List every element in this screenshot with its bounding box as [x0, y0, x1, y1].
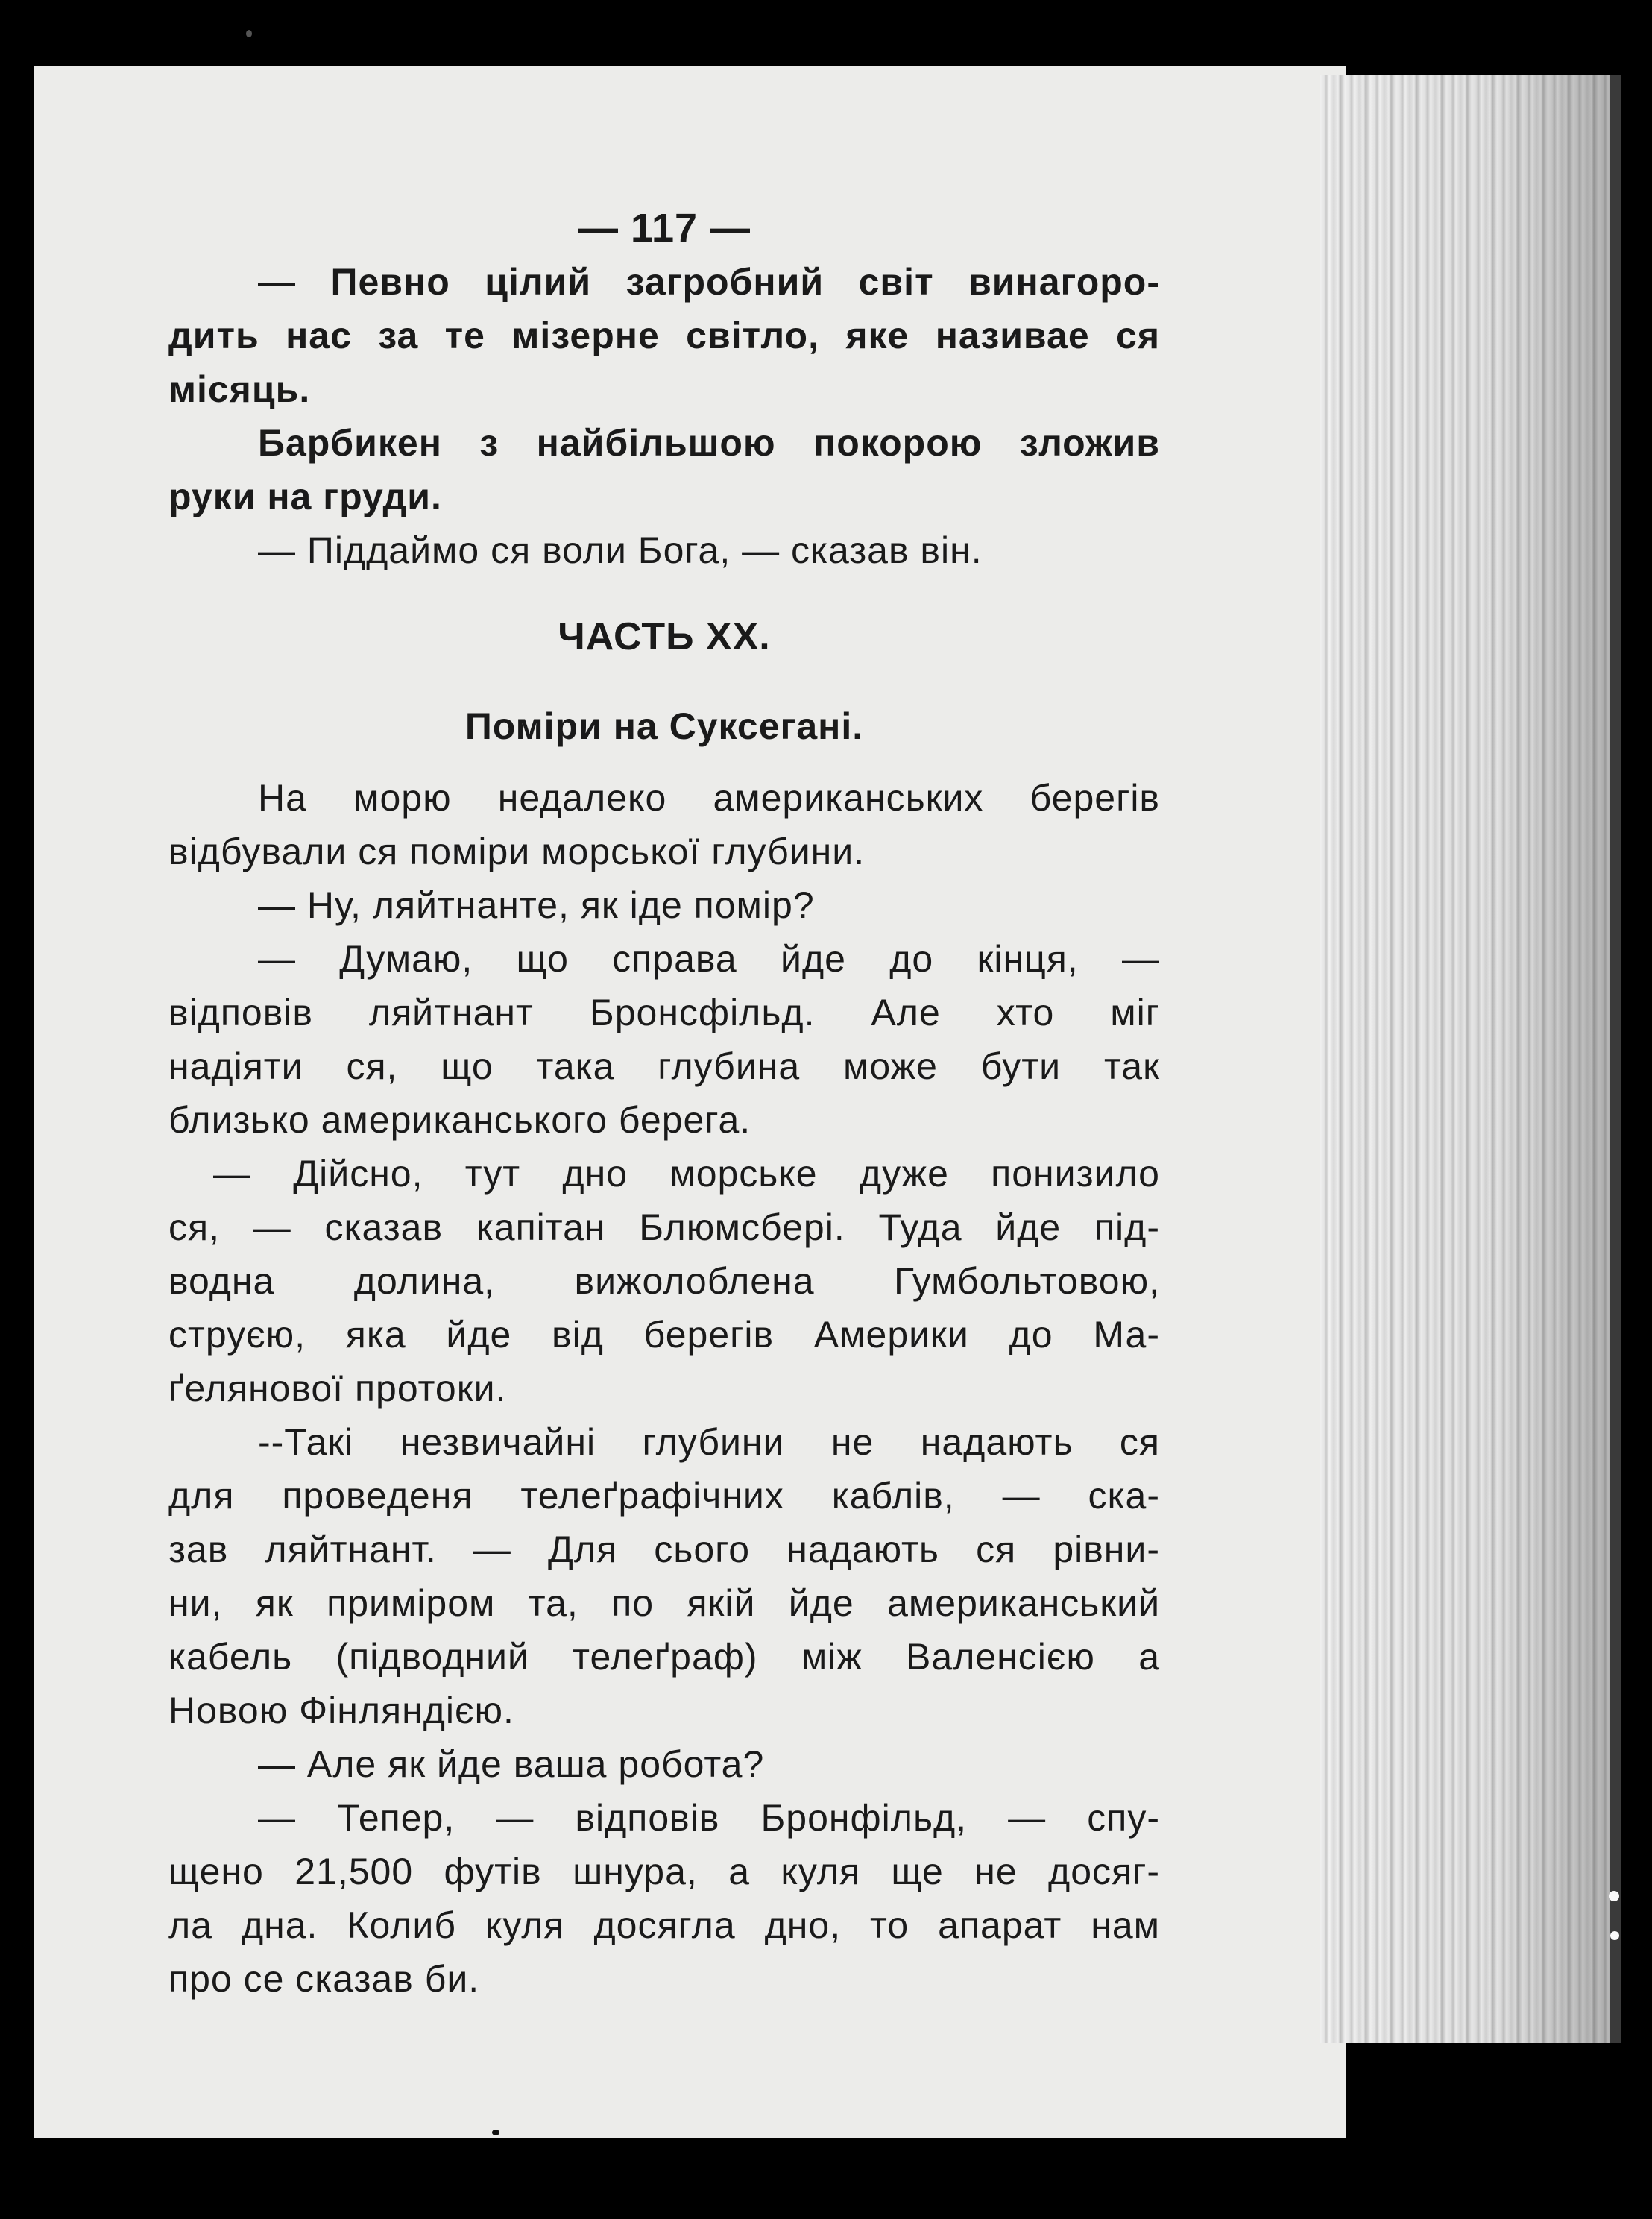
text-line: — Дійсно, тут дно морське дуже понизило	[213, 1153, 1160, 1195]
text-line: струєю, яка йде від берегів Америки до Ма-	[168, 1314, 1160, 1356]
text-line: ни, як приміром та, по якій йде американський	[168, 1582, 1160, 1624]
text-line: — Думаю, що справа йде до кінця, —	[258, 938, 1160, 980]
dust-speck	[1609, 1891, 1619, 1901]
text-line: Новою Фінляндією.	[168, 1690, 514, 1731]
chapter-title: ЧАСТЬ XX.	[558, 615, 771, 658]
text-line: ся, — сказав капітан Блюмсбері. Туда йде під-	[168, 1206, 1160, 1248]
text-line: ла дна. Колиб куля досягла дно, то апарат нам	[168, 1904, 1160, 1946]
text-line: кабель (підводний телеґраф) між Валенсією а	[168, 1636, 1160, 1678]
dust-speck	[492, 2130, 499, 2135]
text-line: --Такі незвичайні глубини не надають ся	[258, 1421, 1160, 1463]
text-line: ґелянової протоки.	[168, 1367, 507, 1409]
text-line: — Ну, ляйтнанте, як іде помір?	[258, 884, 815, 926]
intro-paragraphs	[168, 255, 1160, 577]
text-line: — Певно цілий загробний світ винагоро-	[258, 261, 1160, 303]
text-line: водна долина, вижолоблена Гумбольтовою,	[168, 1260, 1160, 1302]
text-line: На морю недалеко американських берегів	[258, 777, 1160, 819]
text-line: про се сказав би.	[168, 1958, 480, 2000]
text-line: місяць.	[168, 368, 311, 410]
text-line: відповів ляйтнант Бронсфільд. Але хто міг	[168, 992, 1160, 1033]
text-line: для проведеня телеґрафічних каблів, — ска-	[168, 1475, 1160, 1517]
text-line: — Але як йде ваша робота?	[258, 1743, 765, 1785]
dust-speck	[1610, 1931, 1619, 1940]
dust-speck	[246, 30, 252, 37]
text-line: — Піддаймо ся воли Бога, — сказав він.	[258, 529, 983, 571]
text-line: щено 21,500 футів шнура, а куля ще не досяг-	[168, 1851, 1160, 1892]
text-line: надіяти ся, що така глубина може бути так	[168, 1045, 1160, 1087]
body-paragraphs	[168, 771, 1160, 2006]
text-line: Барбикен з найбільшою покорою зложив	[258, 422, 1160, 464]
fore-edge-shadow	[1320, 75, 1610, 2043]
page-text	[168, 201, 1160, 2006]
chapter-subtitle: Поміри на Суксегані.	[464, 705, 864, 747]
text-line: зав ляйтнант. — Для сього надають ся рівни-	[168, 1529, 1160, 1570]
text-line: дить нас за те мізерне світло, яке називае ся	[168, 315, 1160, 356]
text-line: — Тепер, — відповів Бронфільд, — спу-	[258, 1797, 1160, 1839]
text-line: близько американського берега.	[168, 1099, 751, 1141]
page-number: — 117 —	[577, 206, 751, 251]
text-line: відбували ся поміри морської глубини.	[168, 831, 866, 872]
text-line: руки на груди.	[168, 476, 442, 517]
